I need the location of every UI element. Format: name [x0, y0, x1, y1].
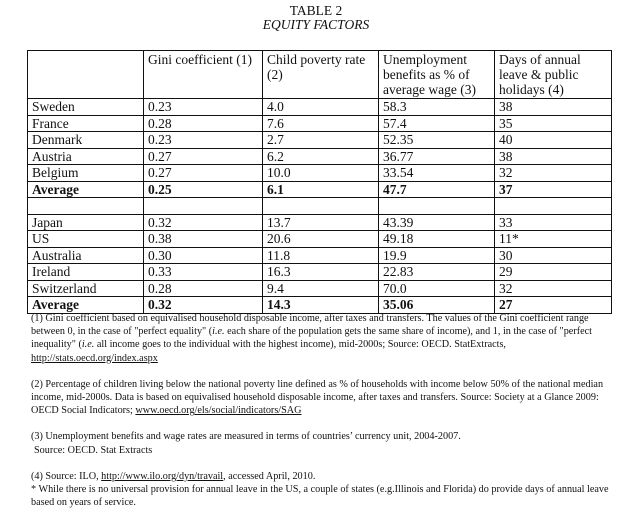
gini-cell: 0.38: [144, 231, 263, 248]
child-poverty-cell: 9.4: [263, 280, 379, 297]
leave-days-cell: 40: [495, 132, 612, 149]
leave-days-cell: 33: [495, 214, 612, 231]
leave-days-average: 37: [495, 181, 612, 198]
child-poverty-cell: 6.2: [263, 148, 379, 165]
table-title: EQUITY FACTORS: [262, 17, 370, 32]
child-poverty-cell: 7.6: [263, 115, 379, 132]
leave-days-average: 27: [495, 297, 612, 314]
child-poverty-cell: 20.6: [263, 231, 379, 248]
unemployment-cell: 70.0: [379, 280, 495, 297]
unemployment-cell: 52.35: [379, 132, 495, 149]
child-poverty-cell: 16.3: [263, 264, 379, 281]
footnote-1-ie: i.e.: [81, 339, 95, 351]
country-cell: Ireland: [28, 264, 144, 281]
child-poverty-average: 6.1: [263, 181, 379, 198]
footnote-1: [31, 312, 616, 365]
unemployment-cell: 36.77: [379, 148, 495, 165]
country-cell: Sweden: [28, 99, 144, 116]
gini-cell: 0.30: [144, 247, 263, 264]
gini-cell: 0.27: [144, 148, 263, 165]
footnote-4: [31, 470, 616, 510]
footnote-1-text-mid: each share of the population gets the same share of income), and 1, in the case of "perfect inequality" (: [31, 326, 592, 351]
average-label: Average: [28, 297, 144, 314]
footnote-3-text: (3) Unemployment benefits and wage rates are measured in terms of countries’ currency unit, 2004-2007.: [31, 431, 461, 443]
country-cell: Switzerland: [28, 280, 144, 297]
header-country: [28, 51, 144, 99]
child-poverty-cell: 13.7: [263, 214, 379, 231]
country-cell: Australia: [28, 247, 144, 264]
gini-cell: 0.28: [144, 280, 263, 297]
gini-average: 0.25: [144, 181, 263, 198]
unemployment-cell: 49.18: [379, 231, 495, 248]
table-row: [28, 280, 612, 297]
average-row: [28, 297, 612, 314]
child-poverty-cell: 2.7: [263, 132, 379, 149]
header-gini: Gini coefficient (1): [144, 51, 263, 99]
gini-average: 0.32: [144, 297, 263, 314]
empty-cell: [495, 198, 612, 215]
child-poverty-cell: 4.0: [263, 99, 379, 116]
unemployment-average: 35.06: [379, 297, 495, 314]
unemployment-cell: 57.4: [379, 115, 495, 132]
footnote-1-text-end: all income goes to the individual with the highest income), mid-2000s; Source: OECD. StatExtracts,: [94, 339, 506, 351]
leave-days-cell: 32: [495, 165, 612, 182]
leave-days-cell: 29: [495, 264, 612, 281]
ilo-travail-link[interactable]: http://www.ilo.org/dyn/travail: [101, 470, 224, 482]
child-poverty-cell: 10.0: [263, 165, 379, 182]
average-label: Average: [28, 181, 144, 198]
footnote-1-ie: i.e.: [212, 326, 225, 338]
oecd-statextracts-link[interactable]: http://stats.oecd.org/index.aspx: [31, 352, 158, 364]
gini-cell: 0.33: [144, 264, 263, 281]
average-row: [28, 181, 612, 198]
leave-days-cell: 32: [495, 280, 612, 297]
unemployment-cell: 43.39: [379, 214, 495, 231]
header-unemployment: Unemployment benefits as % of average wage (3): [379, 51, 495, 99]
header-leave-days: Days of annual leave & public holidays (4): [495, 51, 612, 99]
header-row: [28, 51, 612, 99]
table-row: [28, 231, 612, 248]
table-row: [28, 148, 612, 165]
empty-cell: [379, 198, 495, 215]
footnote-3-source: Source: OECD. Stat Extracts: [34, 444, 153, 456]
gini-cell: 0.23: [144, 132, 263, 149]
empty-cell: [263, 198, 379, 215]
oecd-sag-link[interactable]: www.oecd.org/els/social/indicators/SAG: [135, 405, 302, 417]
child-poverty-average: 14.3: [263, 297, 379, 314]
country-cell: France: [28, 115, 144, 132]
table-row: [28, 165, 612, 182]
gini-cell: 0.27: [144, 165, 263, 182]
table-row: [28, 115, 612, 132]
country-cell: Austria: [28, 148, 144, 165]
unemployment-cell: 33.54: [379, 165, 495, 182]
unemployment-cell: 19.9: [379, 247, 495, 264]
gini-cell: 0.23: [144, 99, 263, 116]
footnote-4-text: (4) Source: ILO,: [31, 470, 102, 482]
country-cell: Denmark: [28, 132, 144, 149]
footnote-asterisk: * While there is no universal provision for annual leave in the US, a couple of states (e.g.Illinois and Florida) do provide days of annual leave based on years of service.: [31, 484, 609, 509]
table-row: [28, 247, 612, 264]
child-poverty-cell: 11.8: [263, 247, 379, 264]
table-row: [28, 132, 612, 149]
leave-days-cell: 38: [495, 148, 612, 165]
table-row: [28, 214, 612, 231]
table-row: [28, 99, 612, 116]
country-cell: US: [28, 231, 144, 248]
header-child-poverty: Child poverty rate (2): [263, 51, 379, 99]
table-row: [28, 264, 612, 281]
country-cell: Belgium: [28, 165, 144, 182]
leave-days-cell: 38: [495, 99, 612, 116]
table-number: TABLE 2: [289, 3, 343, 18]
empty-cell: [144, 198, 263, 215]
gini-cell: 0.32: [144, 214, 263, 231]
equity-factors-table: [27, 50, 612, 314]
empty-cell: [28, 198, 144, 215]
spacer-row: [28, 198, 612, 215]
footnote-4-text-end: , accessed April, 2010.: [223, 470, 316, 482]
leave-days-cell: 11*: [495, 231, 612, 248]
unemployment-cell: 22.83: [379, 264, 495, 281]
footnote-2-text: (2) Percentage of children living below the national poverty line defined as % of households with income below 50% of the national median income, mid-2000s. Data is based on equivalised household disposable income, after taxes and transfers. Source: Society at a Glance 2009: OECD Social Indicators;: [31, 378, 604, 417]
leave-days-cell: 35: [495, 115, 612, 132]
unemployment-cell: 58.3: [379, 99, 495, 116]
footnotes: [31, 312, 616, 522]
leave-days-cell: 30: [495, 247, 612, 264]
gini-cell: 0.28: [144, 115, 263, 132]
footnote-2: [31, 378, 616, 418]
unemployment-average: 47.7: [379, 181, 495, 198]
footnote-1-text: (1) Gini coefficient based on equivalised household disposable income, after taxes and transfers. The values of the Gini coefficient range between 0, in the case of "perfect equality" (: [31, 313, 589, 338]
footnote-3: [31, 430, 616, 456]
country-cell: Japan: [28, 214, 144, 231]
